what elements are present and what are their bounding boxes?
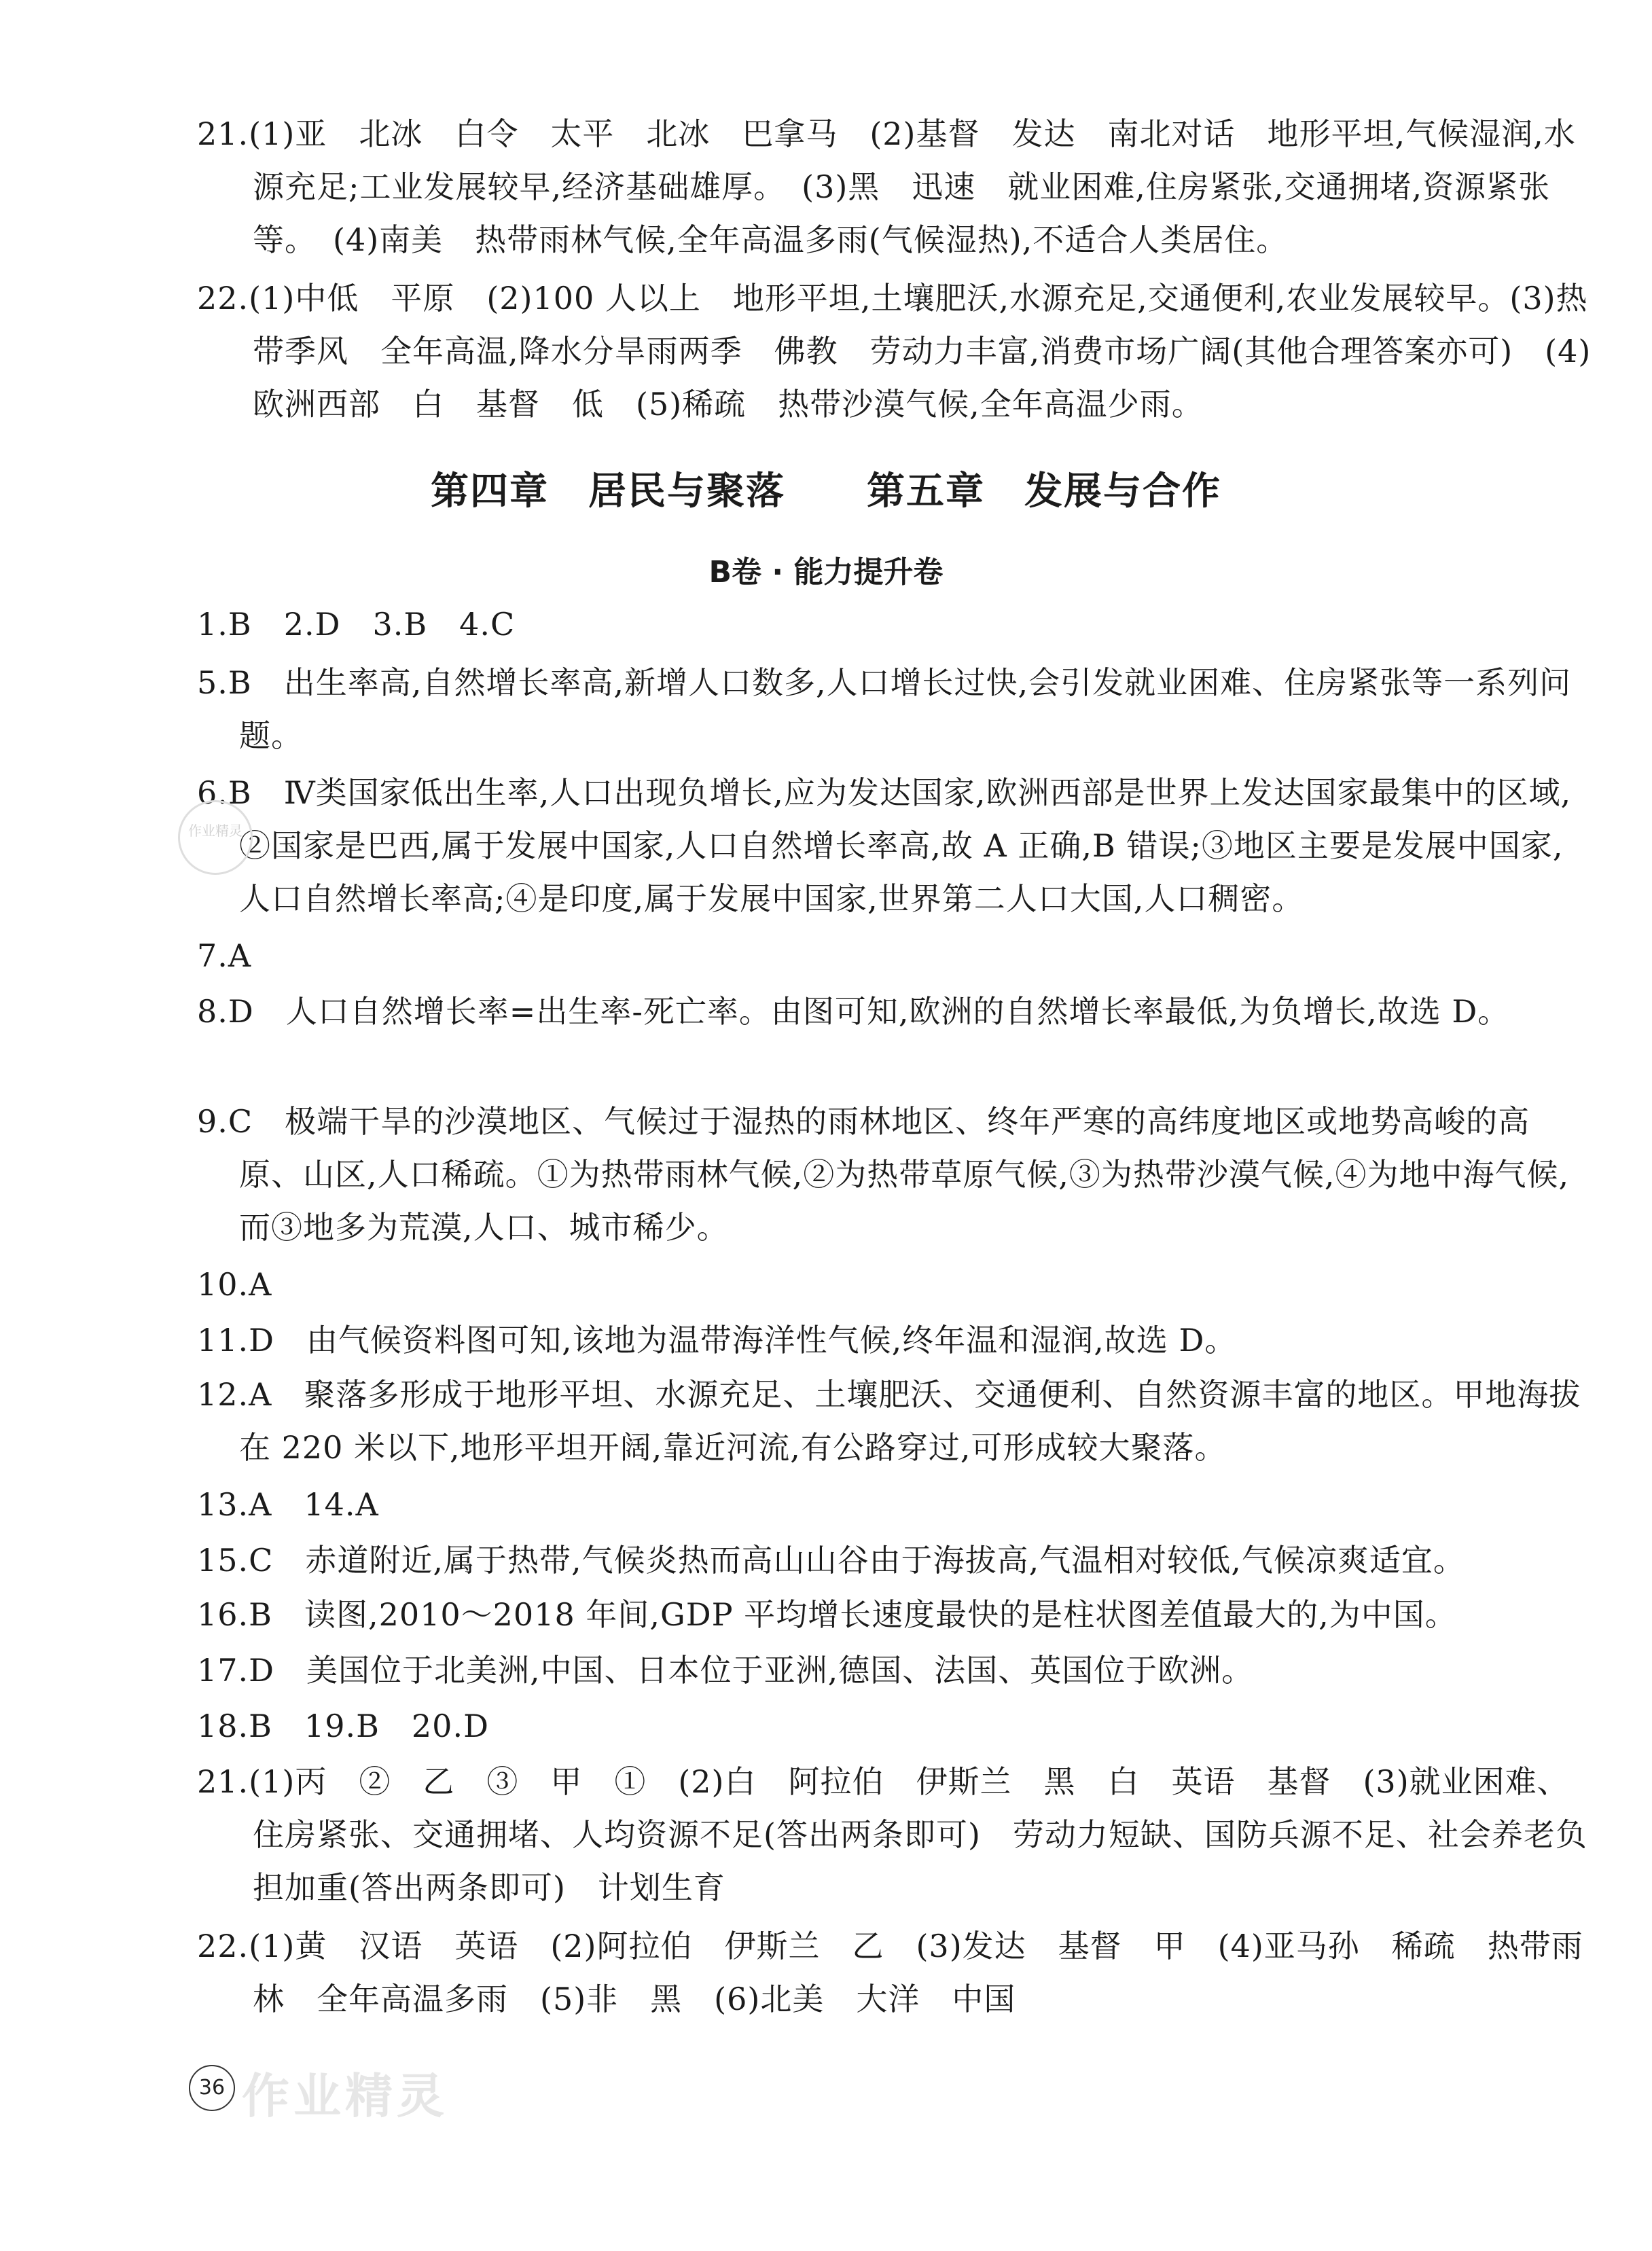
answer-text: A bbox=[249, 1266, 272, 1303]
answer-5 bbox=[197, 656, 1584, 762]
answer-text: C 极端干旱的沙漠地区、气候过于湿热的雨林地区、终年严寒的高纬度地区或地势高峻的高原、山区,人口稀疏。①为热带雨林气候,②为热带草原气候,③为热带沙漠气候,④为地中海气候,而③地多为荒漠,人口、城市稀少。 bbox=[228, 1103, 1570, 1246]
answer-text: B 出生率高,自然增长率高,新增人口数多,人口增长过快,会引发就业困难、住房紧张等一系列问题。 bbox=[228, 664, 1572, 754]
answer-text: (1)丙 ② 乙 ③ 甲 ① (2)白 阿拉伯 伊斯兰 黑 白 英语 基督 (3)就业困难、住房紧张、交通拥堵、人均资源不足(答出两条即可) 劳动力短缺、国防兵源不足、社会养老负担加重(答出两条即可) 计划生育 bbox=[249, 1763, 1587, 1906]
answer-text: A 聚落多形成于地形平坦、水源充足、土壤肥沃、交通便利、自然资源丰富的地区。甲地海拔在 220 米以下,地形平坦开阔,靠近河流,有公路穿过,可形成较大聚落。 bbox=[239, 1376, 1581, 1466]
answer-text: B 读图,2010～2018 年间,GDP 平均增长速度最快的是柱状图差值最大的,为中国。 bbox=[249, 1596, 1457, 1633]
answer-number: 1. bbox=[197, 606, 228, 643]
answer-number: 6. bbox=[197, 774, 228, 811]
answer-number: 13. bbox=[197, 1486, 249, 1523]
answer-number: 5. bbox=[197, 664, 228, 701]
answer-6 bbox=[197, 766, 1584, 925]
answer-number: 11. bbox=[197, 1322, 249, 1358]
answer-number: 9. bbox=[197, 1103, 228, 1140]
answer-number: 7. bbox=[197, 937, 228, 974]
answer-21 bbox=[197, 1755, 1598, 1914]
answer-number: 16. bbox=[197, 1596, 249, 1633]
answer-text: D 美国位于北美洲,中国、日本位于亚洲,德国、法国、英国位于欧洲。 bbox=[249, 1652, 1254, 1689]
entry-number: 21. bbox=[197, 115, 249, 152]
answer-number: 18. bbox=[197, 1708, 249, 1744]
answer-number: 22. bbox=[197, 1928, 249, 1964]
answer-16 bbox=[197, 1588, 1584, 1641]
answer-10 bbox=[197, 1258, 1584, 1311]
answer-number: 15. bbox=[197, 1542, 249, 1579]
answer-number: 17. bbox=[197, 1652, 249, 1689]
answer-22 bbox=[197, 1920, 1598, 2025]
entry-text: (1)中低 平原 (2)100 人以上 地形平坦,土壤肥沃,水源充足,交通便利,农业发展较早。(3)热带季风 全年高温,降水分旱雨两季 佛教 劳动力丰富,消费市场广阔(其他合理答案亦可) (4)欧洲西部 白 基督 低 (5)稀疏 热带沙漠气候,全年高温少雨。 bbox=[249, 280, 1592, 422]
answer-7 bbox=[197, 929, 1584, 982]
answer-number: 8. bbox=[197, 993, 228, 1030]
answer-17 bbox=[197, 1644, 1584, 1697]
page-number: 36 bbox=[189, 2065, 235, 2111]
answer-text: D 由气候资料图可知,该地为温带海洋性气候,终年温和湿润,故选 D。 bbox=[249, 1322, 1237, 1358]
answer-1-4 bbox=[197, 598, 1584, 651]
answer-number: 21. bbox=[197, 1763, 249, 1800]
chapter-five-title: 第五章 发展与合作 bbox=[867, 469, 1221, 514]
answer-number: 12. bbox=[197, 1376, 249, 1413]
entry-number: 22. bbox=[197, 280, 249, 317]
chapter-four-title: 第四章 居民与聚落 bbox=[431, 469, 785, 514]
answer-text: (1)黄 汉语 英语 (2)阿拉伯 伊斯兰 乙 (3)发达 基督 甲 (4)亚马孙 稀疏 热带雨林 全年高温多雨 (5)非 黑 (6)北美 大洋 中国 bbox=[249, 1928, 1583, 2017]
footer-watermark: 作业精灵 bbox=[242, 2068, 448, 2124]
answer-13-14 bbox=[197, 1478, 1584, 1531]
entry-22-top bbox=[197, 272, 1598, 431]
answer-11 bbox=[197, 1314, 1584, 1367]
answer-text: B 19.B 20.D bbox=[249, 1708, 489, 1744]
entry-text: (1)亚 北冰 白令 太平 北冰 巴拿马 (2)基督 发达 南北对话 地形平坦,气候湿润,水源充足;工业发展较早,经济基础雄厚。 (3)黑 迅速 就业困难,住房紧张,交通拥堵,资源紧张等。 (4)南美 热带雨林气候,全年高温多雨(气候湿热),不适合人类居住。 bbox=[249, 115, 1576, 258]
answer-text: A bbox=[228, 937, 252, 974]
answer-text: C 赤道附近,属于热带,气候炎热而高山山谷由于海拔高,气温相对较低,气候凉爽适宜。 bbox=[249, 1542, 1465, 1579]
answer-text: B 2.D 3.B 4.C bbox=[228, 606, 516, 643]
stamp-watermark: 作业精灵 bbox=[178, 800, 253, 875]
answer-8 bbox=[197, 985, 1584, 1038]
answer-18-20 bbox=[197, 1699, 1584, 1752]
answer-number: 10. bbox=[197, 1266, 249, 1303]
chapter-title bbox=[0, 465, 1652, 519]
answer-text: D 人口自然增长率=出生率-死亡率。由图可知,欧洲的自然增长率最低,为负增长,故选 D。 bbox=[228, 993, 1510, 1030]
section-title: B卷 · 能力提升卷 bbox=[708, 555, 944, 590]
answer-text: A 14.A bbox=[249, 1486, 379, 1523]
entry-21-top bbox=[197, 107, 1598, 266]
answer-text: B Ⅳ类国家低出生率,人口出现负增长,应为发达国家,欧洲西部是世界上发达国家最集中的区域,②国家是巴西,属于发展中国家,人口自然增长率高,故 A 正确,B 错误;③地区主要是发展中国家,人口自然增长率高;④是印度,属于发展中国家,世界第二人口大国,人口稠密。 bbox=[228, 774, 1572, 917]
answer-9 bbox=[197, 1095, 1584, 1254]
answer-12 bbox=[197, 1368, 1584, 1474]
answer-15 bbox=[197, 1534, 1584, 1587]
